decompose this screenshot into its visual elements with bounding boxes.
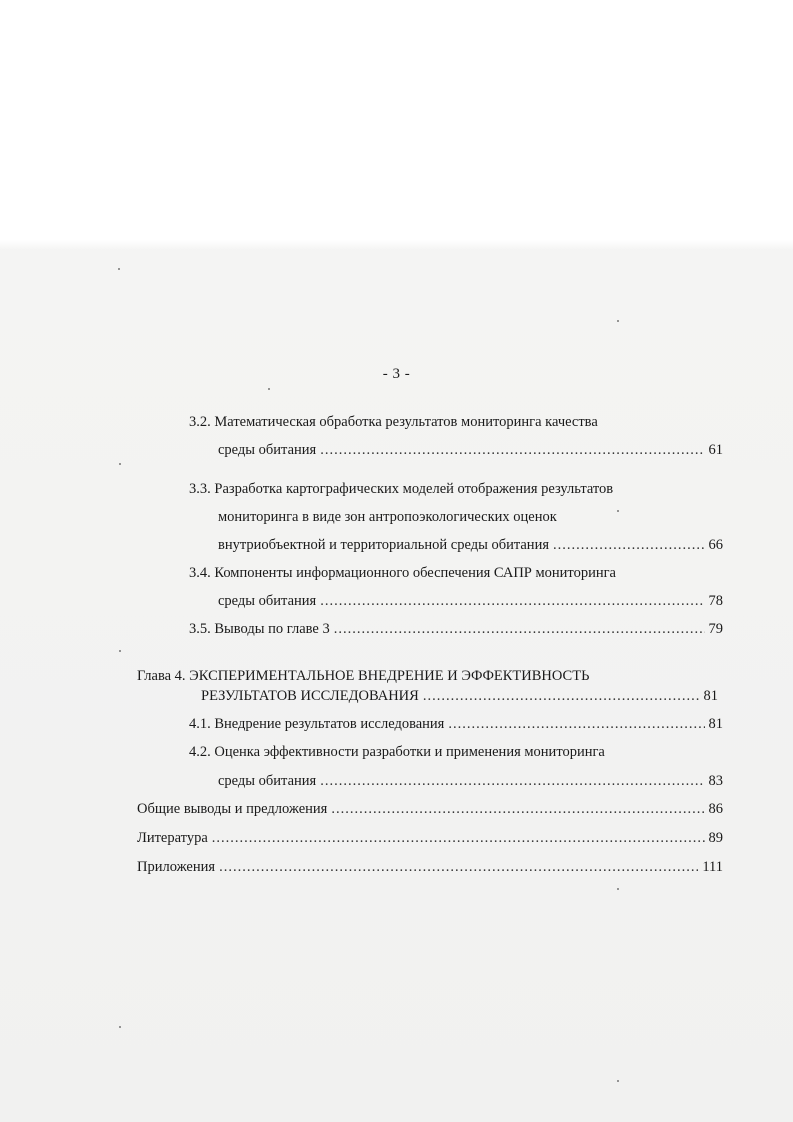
toc-appendices-title: Приложения	[137, 859, 216, 875]
toc-3-3-page: 66	[708, 537, 723, 553]
toc-entry-literature[interactable]	[137, 828, 723, 848]
scan-speck	[617, 320, 619, 322]
toc-3-5-title: 3.5. Выводы по главе 3	[189, 621, 330, 637]
leader-dots	[448, 714, 704, 734]
toc-conclusions-title: Общие выводы и предложения	[137, 801, 328, 817]
toc-4-1-title: 4.1. Внедрение результатов исследования	[189, 716, 445, 732]
toc-entry-appendices[interactable]	[137, 857, 723, 877]
leader-dots	[423, 686, 700, 706]
toc-literature-title: Литература	[137, 830, 208, 846]
toc-chapter-4-page: 81	[703, 688, 718, 704]
toc-entry-chapter-4[interactable]	[201, 686, 718, 706]
toc-3-2-page: 61	[708, 442, 723, 458]
scan-speck	[268, 388, 270, 390]
toc-4-1-page: 81	[708, 716, 723, 732]
page-number: - 3 -	[382, 366, 411, 382]
toc-4-2-title: 4.2. Оценка эффективности разработки и применения мониторинга	[189, 744, 605, 760]
toc-appendices-page: 111	[702, 859, 723, 875]
toc-entry-3-4[interactable]	[218, 591, 723, 611]
toc-3-2-title: 3.2. Математическая обработка результатов мониторинга качества	[189, 414, 598, 430]
toc-entry-4-1[interactable]	[189, 714, 723, 734]
scan-speck	[617, 1080, 619, 1082]
toc-3-4-title: 3.4. Компоненты информационного обеспечения САПР мониторинга	[189, 565, 616, 581]
leader-dots	[219, 857, 698, 877]
toc-entry-3-2[interactable]	[218, 440, 723, 460]
scan-speck	[119, 463, 121, 465]
toc-3-5-page: 79	[708, 621, 723, 637]
toc-conclusions-page: 86	[708, 801, 723, 817]
scan-speck	[119, 650, 121, 652]
toc-entry-conclusions[interactable]	[137, 799, 723, 819]
toc-3-4-title-cont: среды обитания	[218, 593, 317, 609]
toc-entry-3-5[interactable]	[189, 619, 723, 639]
scan-speck	[118, 268, 120, 270]
toc-3-3-title-end: внутриобъектной и территориальной среды обитания	[218, 537, 549, 553]
toc-4-2-title-cont: среды обитания	[218, 773, 317, 789]
scan-speck	[617, 510, 619, 512]
leader-dots	[334, 619, 705, 639]
toc-entry-3-3[interactable]	[218, 535, 723, 555]
scan-speck	[119, 1026, 121, 1028]
toc-chapter-4-title: Глава 4. ЭКСПЕРИМЕНТАЛЬНОЕ ВНЕДРЕНИЕ И ЭФФЕКТИВНОСТЬ	[137, 668, 590, 684]
toc-chapter-4-title-cont: РЕЗУЛЬТАТОВ ИССЛЕДОВАНИЯ	[201, 688, 419, 704]
leader-dots	[320, 591, 704, 611]
leader-dots	[553, 535, 705, 555]
scan-speck	[617, 888, 619, 890]
leader-dots	[320, 440, 704, 460]
toc-3-3-title: 3.3. Разработка картографических моделей отображения результатов	[189, 481, 614, 497]
toc-3-2-title-cont: среды обитания	[218, 442, 317, 458]
leader-dots	[331, 799, 704, 819]
toc-3-3-title-cont: мониторинга в виде зон антропоэкологических оценок	[218, 509, 557, 525]
toc-entry-4-2[interactable]	[218, 771, 723, 791]
toc-3-4-page: 78	[708, 593, 723, 609]
leader-dots	[320, 771, 704, 791]
leader-dots	[212, 828, 705, 848]
toc-4-2-page: 83	[708, 773, 723, 789]
toc-literature-page: 89	[708, 830, 723, 846]
